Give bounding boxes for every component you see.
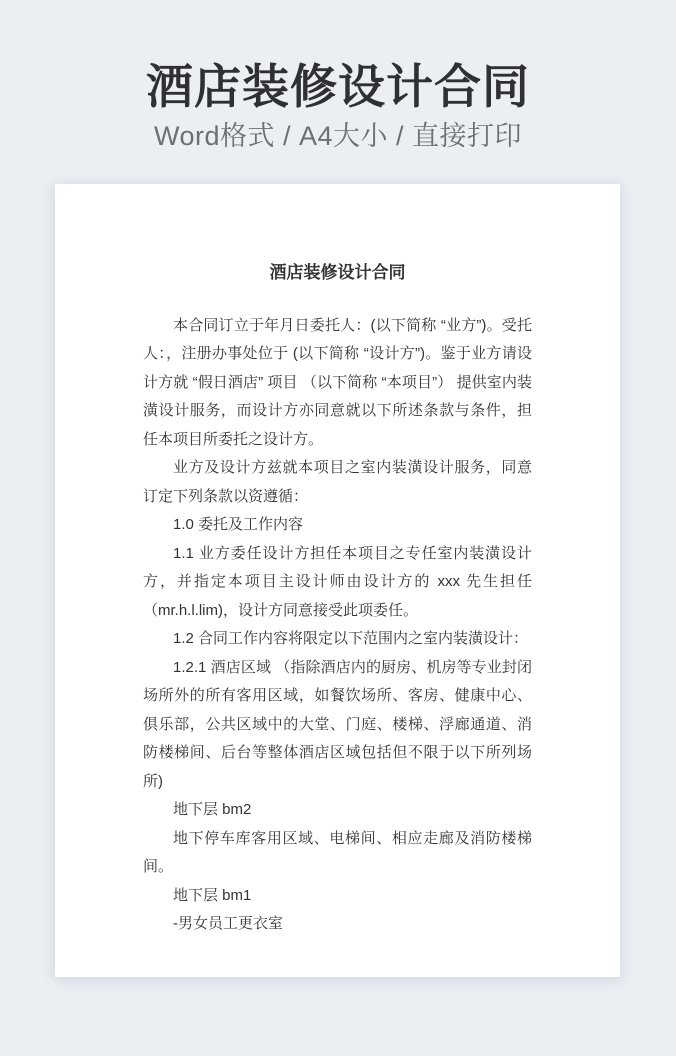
contract-paragraph: 1.1 业方委任设计方担任本项目之专任室内装潢设计方，并指定本项目主设计师由设计方的 xxx 先生担任（mr.h.l.lim)，设计方同意接受此项委任。 bbox=[143, 544, 532, 619]
contract-list-item: 地下层 bm2 bbox=[173, 801, 252, 818]
contract-list-item: 地下停车库客用区域、电梯间、相应走廊及消防楼梯间。 bbox=[143, 829, 532, 875]
document-body bbox=[143, 312, 532, 939]
header bbox=[0, 0, 676, 152]
contract-clause-heading: 1.0 委托及工作内容 bbox=[173, 516, 304, 533]
contract-list-item: 地下层 bm1 bbox=[173, 886, 252, 904]
document-preview-page bbox=[55, 184, 620, 977]
contract-paragraph: 1.2.1 酒店区域 （指除酒店内的厨房、机房等专业封闭场所外的所有客用区域，如餐饮场所、客房、健康中心、俱乐部，公共区域中的大堂、门庭、楼梯、浮廊通道、消防楼梯间、后台等整体酒店区域包括但不限于以下所列场所) bbox=[143, 658, 532, 790]
contract-paragraph: 业方及设计方兹就本项目之室内装潢设计服务，同意订定下列条款以资遵循： bbox=[143, 459, 532, 505]
page-title: 酒店装修设计合同 bbox=[146, 60, 530, 113]
contract-paragraph: 1.2 合同工作内容将限定以下范围内之室内装潢设计： bbox=[173, 630, 529, 647]
contract-list-item: -男女员工更衣室 bbox=[173, 915, 283, 932]
contract-paragraph: 本合同订立于年月日委托人：(以下简称 “业方”)。受托人：，注册办事处位于 (以下简称 “设计方”)。鉴于业方请设计方就 “假日酒店” 项目 （以下简称 “本项目”） 提供室内装潢设计服务，而设计方亦同意就以下所述条款与条件，担任本项目所委托之设计方。 bbox=[143, 316, 532, 448]
page-subtitle: Word格式 / A4大小 / 直接打印 bbox=[153, 121, 523, 152]
document-title: 酒店装修设计合同 bbox=[269, 263, 406, 282]
